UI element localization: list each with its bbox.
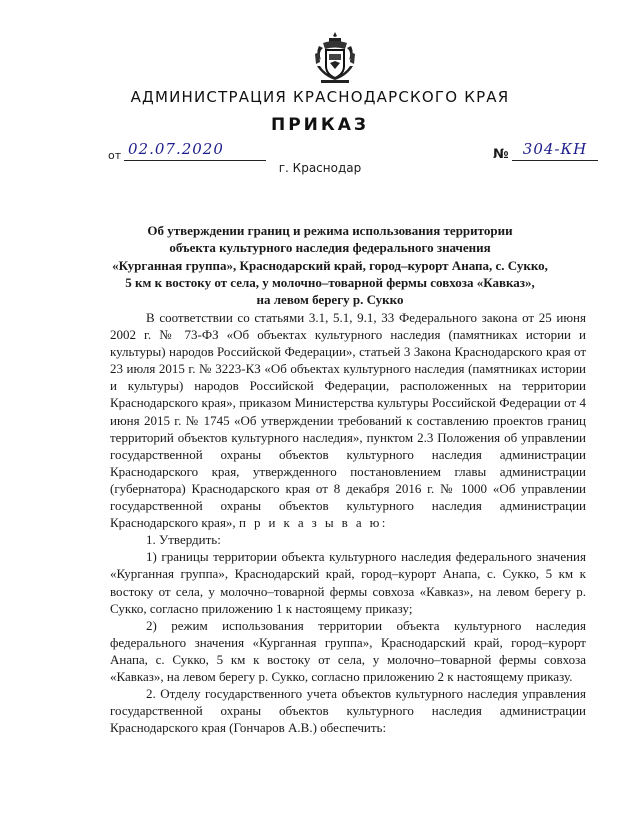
item-1: 1. Утвердить: — [146, 532, 221, 548]
coat-of-arms-emblem — [313, 30, 357, 86]
date-prefix: от — [108, 149, 122, 162]
item-2: 2. Отделу государственного учета объектов культурного наследия управления государственной охраны объектов культурного наследия администрации Краснодарского края (Гончаров А.В.) обеспечить: — [110, 686, 586, 736]
number-field: 304-КН — [512, 140, 598, 161]
document-type: ПРИКАЗ — [270, 115, 370, 135]
title-line: Об утверждении границ и режима использования территории — [147, 223, 513, 238]
number-prefix: № — [493, 147, 509, 162]
item-1-1: 1) границы территории объекта культурного наследия федерального значения «Курганная группа», Краснодарский край, город–курорт Анапа, с. Сукко, 5 км к востоку от села, у молочно–товарной фермы совхоза «Кавказ», на левом берегу р. Сукко, согласно приложению 1 к настоящему приказу; — [110, 549, 586, 616]
item-1-2: 2) режим использования территории объекта культурного наследия федерального значения «Курганная группа», Краснодарский край, город–курорт Анапа, с. Сукко, 5 км к востоку от села, у молочно–товарной фермы совхоза «Кавказ», на левом берегу р. Сукко, согласно приложению 2 к настоящему приказу. — [110, 617, 586, 684]
date-field: 02.07.2020 — [124, 140, 266, 161]
title-line: объекта культурного наследия федерального значения — [169, 240, 491, 256]
document-title — [100, 222, 560, 308]
city-label: г. Краснодар — [278, 161, 362, 175]
organization-title: АДМИНИСТРАЦИЯ КРАСНОДАРСКОГО КРАЯ — [130, 88, 510, 106]
title-line: 5 км к востоку от села, у молочно–товарной фермы совхоза «Кавказ», — [125, 274, 535, 290]
order-word: п р и к а з ы в а ю: — [238, 515, 388, 531]
title-line: «Курганная группа», Краснодарский край, город–курорт Анапа, с. Сукко, — [112, 257, 548, 273]
preamble-text: В соответствии со статьями 3.1, 5.1, 9.1, 33 Федерального закона от 25 июня 2002 г. № 73-ФЗ «Об объектах культурного наследия (памятниках истории и культуры) народов Российской Федерации», статьей 3 Закона Краснодарского края от 23 июля 2015 г. № 3223-КЗ «Об объектах культурного наследия (памятниках истории и культуры) народов Российской Федерации, расположенных на территории Краснодарского края», приказом Министерства культуры Российской Федерации от 4 июня 2015 г. № 1745 «Об утверждении требований к составлению проектов границ территорий объектов культурного наследия», пунктом 2.3 Положения об управлении государственной охраны объектов культурного наследия администрации Краснодарского края, утвержденного постановлением главы администрации (губернатора) Краснодарского края от 8 декабря 2016 г. № 1000 «Об управлении государственной охраны объектов культурного наследия администрации Краснодарского края», — [110, 310, 586, 531]
document-body — [110, 309, 586, 736]
preamble-paragraph — [110, 309, 586, 531]
title-line: на левом берегу р. Сукко — [256, 292, 404, 308]
